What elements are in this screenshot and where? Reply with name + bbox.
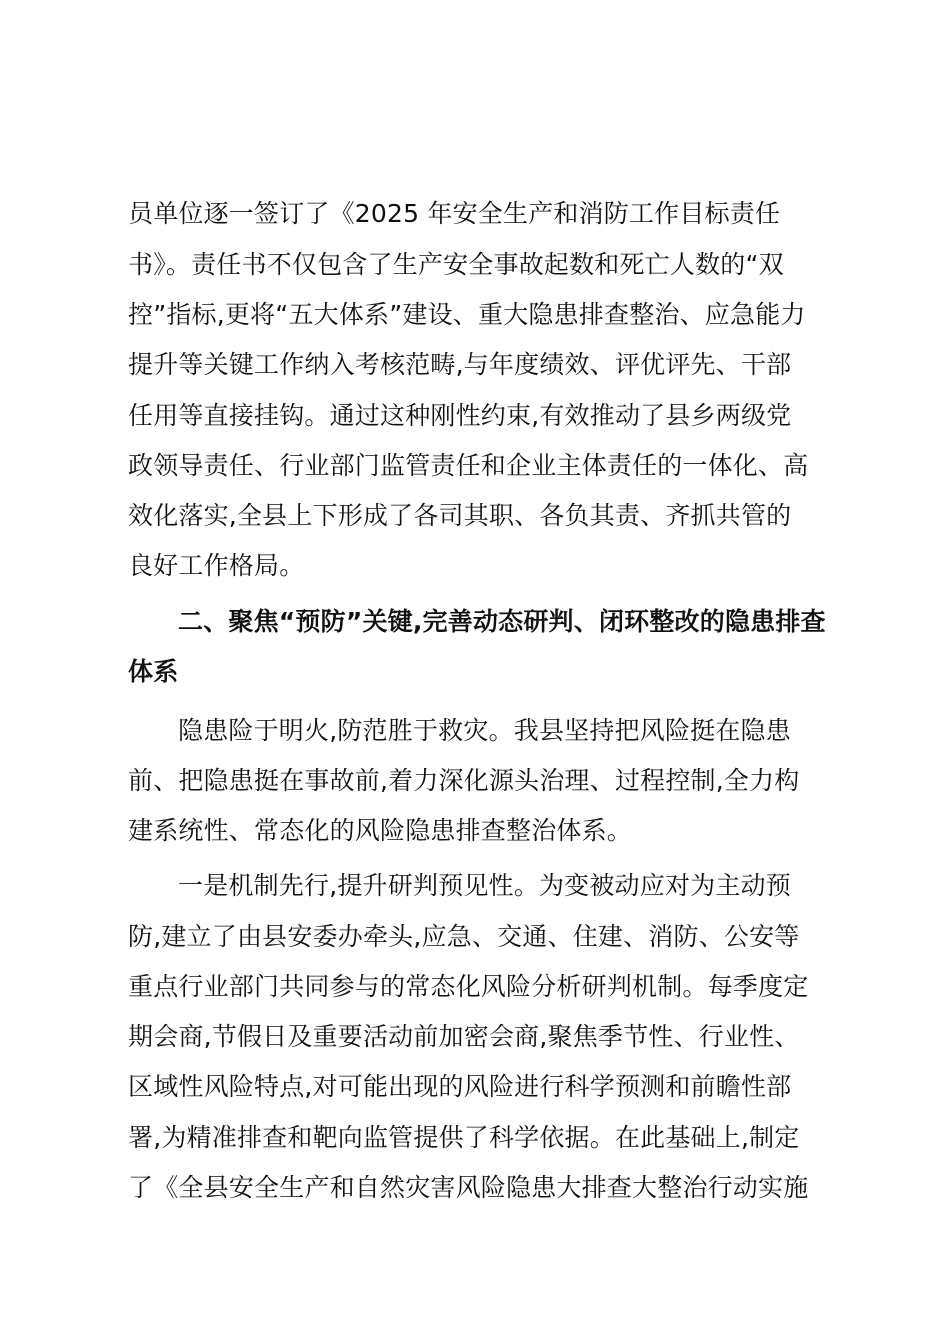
paragraph-3-line-4: 期会商,节假日及重要活动前加密会商,聚焦季节性、行业性、: [128, 1022, 800, 1051]
paragraph-1-line-6: 政领导责任、行业部门监管责任和企业主体责任的一体化、高: [128, 451, 809, 480]
paragraph-1-line-4: 提升等关键工作纳入考核范畴,与年度绩效、评优评先、干部: [128, 350, 792, 379]
paragraph-1-line-3: 控”指标,更将“五大体系”建设、重大隐患排查整治、应急能力: [128, 300, 806, 329]
paragraph-1-line-8: 良好工作格局。: [128, 551, 305, 580]
paragraph-3-line-6: 署,为精准排查和靶向监管提供了科学依据。在此基础上,制定: [128, 1123, 800, 1152]
paragraph-3-line-2: 防,建立了由县安委办牵头,应急、交通、住建、消防、公安等: [128, 922, 800, 951]
paragraph-3-line-1: 一是机制先行,提升研判预见性。为变被动应对为主动预: [178, 871, 791, 900]
section-heading-line-1: 二、聚焦“预防”关键,完善动态研判、闭环整改的隐患排查: [178, 607, 826, 636]
paragraph-2-line-1: 隐患险于明火,防范胜于救灾。我县坚持把风险挺在隐患: [178, 716, 791, 745]
paragraph-1-line-1: 员单位逐一签订了《2025 年安全生产和消防工作目标责任: [128, 199, 781, 228]
paragraph-2-line-3: 建系统性、常态化的风险隐患排查整治体系。: [128, 816, 633, 845]
section-heading-line-2: 体系: [128, 657, 179, 686]
paragraph-1-line-7: 效化落实,全县上下形成了各司其职、各负其责、齐抓共管的: [128, 501, 792, 530]
paragraph-1-line-2: 书》。责任书不仅包含了生产安全事故起数和死亡人数的“双: [128, 250, 784, 279]
paragraph-1-line-5: 任用等直接挂钩。通过这种刚性约束,有效推动了县乡两级党: [128, 401, 792, 430]
paragraph-3-line-5: 区域性风险特点,对可能出现的风险进行科学预测和前瞻性部: [128, 1072, 792, 1101]
paragraph-2-line-2: 前、把隐患挺在事故前,着力深化源头治理、过程控制,全力构: [128, 766, 800, 795]
paragraph-3-line-3: 重点行业部门共同参与的常态化风险分析研判机制。每季度定: [128, 972, 809, 1001]
paragraph-3-line-7: 了《全县安全生产和自然灾害风险隐患大排查大整治行动实施: [128, 1173, 809, 1202]
